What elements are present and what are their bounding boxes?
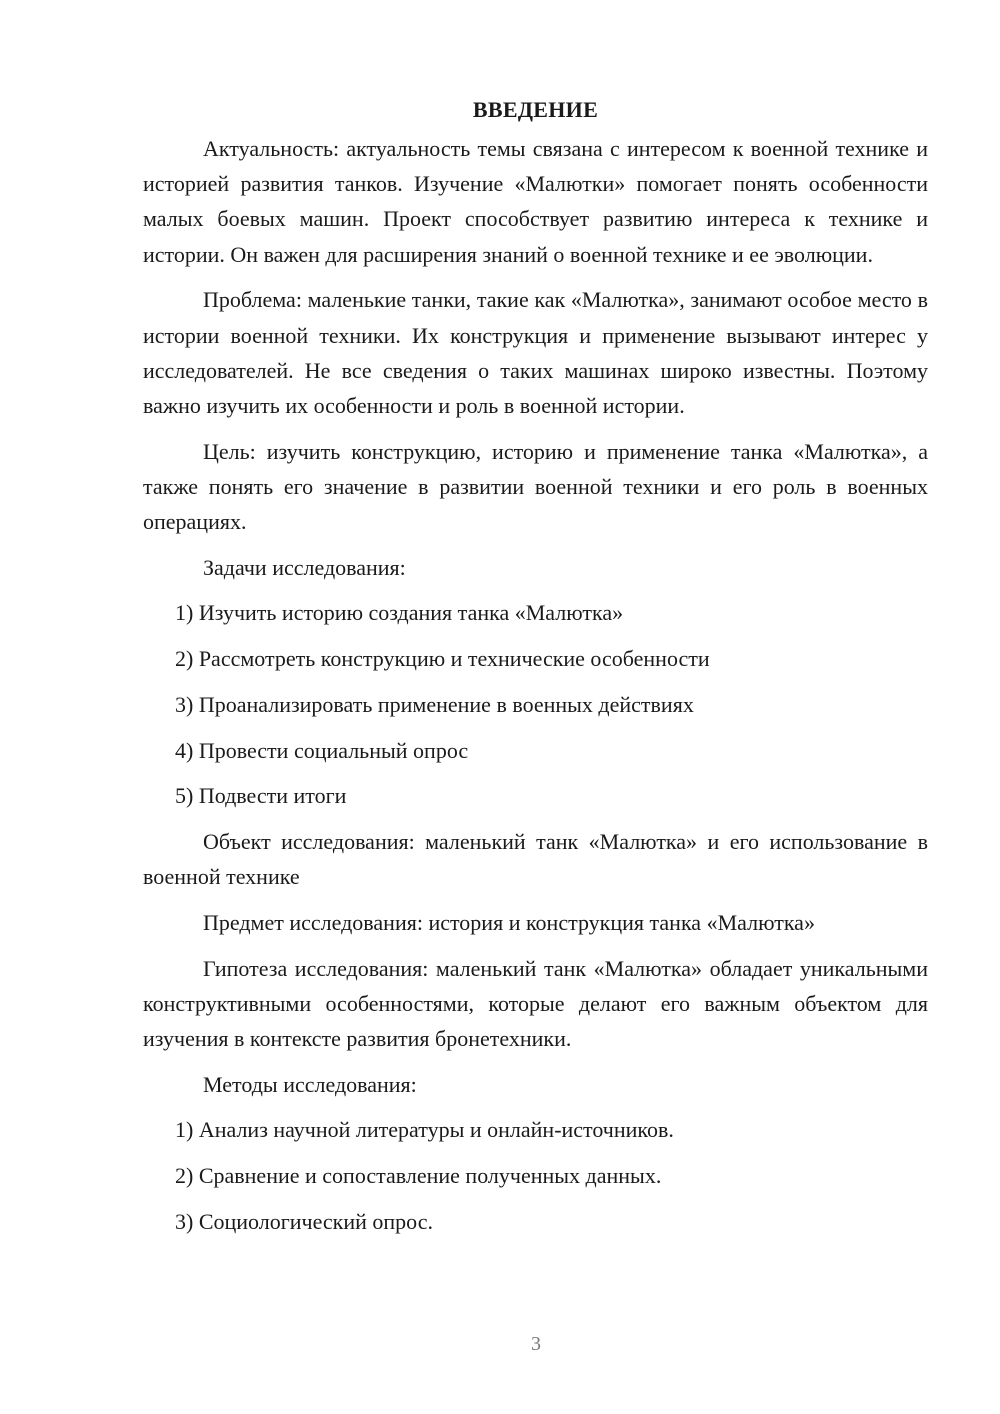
list-item: 4) Провести социальный опрос [175,737,469,763]
page-number: 3 [531,1333,541,1355]
list-item: 3) Проанализировать применение в военных действиях [175,691,694,717]
problem-paragraph: Проблема: маленькие танки, такие как «Малютка», занимают особое место в истории военной техники. Их конструкция и применение вызывают интерес у исследователей. Не все сведения о таких машинах широко известны. Поэтому важно изучить их особенности и роль в военной истории. [143,287,928,418]
relevance-paragraph: Актуальность: актуальность темы связана с интересом к военной технике и историей развития танков. Изучение «Малютки» помогает понять особенности малых боевых машин. Проект способствует развитию интереса к технике и истории. Он важен для расширения знаний о военной технике и ее эволюции. [143,136,928,267]
list-item: 2) Рассмотреть конструкцию и технические особенности [175,646,710,672]
object-paragraph: Объект исследования: маленький танк «Малютка» и его использование в военной технике [143,828,928,890]
list-item: 1) Изучить историю создания танка «Малютка» [175,600,624,626]
tasks-heading: Задачи исследования: [203,554,406,580]
list-item: 2) Сравнение и сопоставление полученных данных. [175,1163,662,1189]
methods-heading: Методы исследования: [203,1071,417,1097]
subject-paragraph: Предмет исследования: история и конструкция танка «Малютка» [203,909,815,935]
methods-list [143,1112,928,1239]
section-title: ВВЕДЕНИЕ [472,97,599,122]
list-item: 1) Анализ научной литературы и онлайн-источников. [175,1117,674,1143]
tasks-list [143,595,928,813]
list-item: 3) Социологический опрос. [175,1208,433,1234]
document-page [143,92,928,1249]
list-item: 5) Подвести итоги [175,783,347,809]
hypothesis-paragraph: Гипотеза исследования: маленький танк «Малютка» обладает уникальными конструктивными особенностями, которые делают его важным объектом для изучения в контексте развития бронетехники. [143,955,928,1051]
goal-paragraph: Цель: изучить конструкцию, историю и применение танка «Малютка», а также понять его значение в развитии военной техники и его роль в военных операциях. [143,438,928,535]
